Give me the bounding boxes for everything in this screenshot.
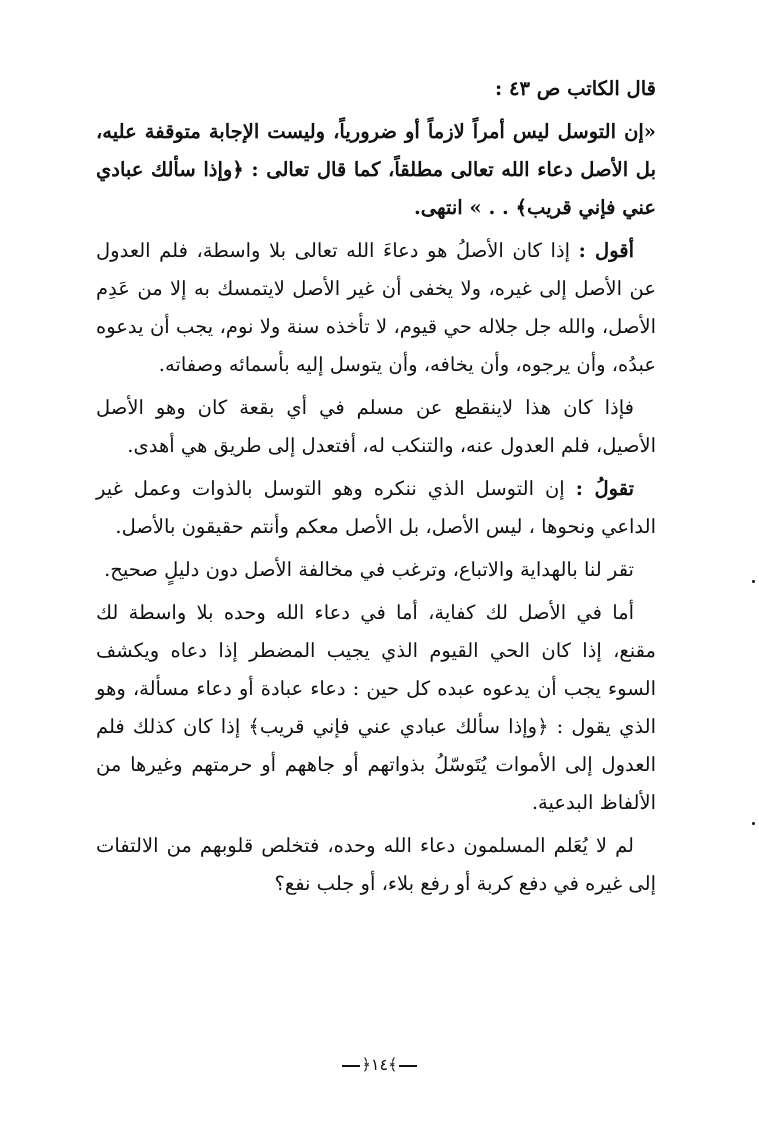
paragraph-text: فإذا كان هذا لاينقطع عن مسلم في أي بقعة كان وهو الأصل الأصيل، فلم العدول عنه، والتنكب له، أفتعدل إلى طريق هي أهدى. bbox=[96, 396, 656, 457]
paragraph-text: أما في الأصل لك كفاية، أما في دعاء الله وحده بلا واسطة لك مقنع، إذا كان الحي القيوم الذي يجيب المضطر إذا دعاه ويكشف السوء يجب أن يدعوه عبده كل حين : دعاء عبادة أو دعاء مسألة، وهو الذي يقول : ﴿وإذا سألك عبادي عني فإني قريب﴾ إذا كان كذلك فلم العدول إلى الأموات يُتَوسّلُ بذواتهم أو جاههم أو حرمتهم وغيرها من الألفاظ البدعية. bbox=[96, 601, 656, 814]
ornament-dash bbox=[399, 1065, 417, 1067]
ornament-right: ﴿ bbox=[361, 1055, 371, 1074]
lead-word: أقول : bbox=[578, 239, 635, 262]
page-body bbox=[96, 70, 656, 908]
quoted-text: «إن التوسل ليس أمراً لازماً أو ضرورياً، وليست الإجابة متوقفة عليه، بل الأصل دعاء الله تعالى مطلقاً، كما قال تعالى : ﴿وإذا سألك عبادي عني فإني قريب﴾ . . » انتهى. bbox=[96, 120, 656, 219]
paragraph bbox=[96, 827, 656, 903]
paragraph-text: لم لا يُعَلم المسلمون دعاء الله وحده، فتخلص قلوبهم من الالتفات إلى غيره في دفع كربة أو رفع بلاء، أو جلب نفع؟ bbox=[96, 834, 656, 895]
scan-speck bbox=[752, 822, 755, 825]
lead-word: تقولُ : bbox=[575, 477, 634, 500]
quoted-passage bbox=[96, 113, 656, 227]
paragraph-reply bbox=[96, 232, 656, 384]
paragraph bbox=[96, 389, 656, 465]
paragraph-objection bbox=[96, 470, 656, 546]
paragraph bbox=[96, 594, 656, 822]
scan-speck bbox=[752, 580, 755, 583]
page-number bbox=[0, 1055, 759, 1074]
paragraph-text: إذا كان الأصلُ هو دعاءَ الله تعالى بلا واسطة، فلم العدول عن الأصل إلى غيره، ولا يخفى أن غير الأصل لايتمسك به إلا من عَدِم الأصل، والله جل جلاله حي قيوم، لا تأخذه سنة ولا نوم، يجب أن يدعوه عبدُه، وأن يرجوه، وأن يخافه، وأن يتوسل إليه بأسمائه وصفاته. bbox=[96, 239, 656, 376]
citation-heading: قال الكاتب ص ٤٣ : bbox=[495, 77, 656, 100]
paragraph-text: تقر لنا بالهداية والاتباع، وترغب في مخالفة الأصل دون دليلٍ صحيح. bbox=[104, 558, 634, 581]
ornament-left: ﴾ bbox=[388, 1055, 398, 1074]
paragraph bbox=[96, 551, 656, 589]
page-number-text: ١٤ bbox=[370, 1055, 389, 1074]
paragraph-text: إن التوسل الذي ننكره وهو التوسل بالذوات وعمل غير الداعي ونحوها ، ليس الأصل، بل الأصل معكم وأنتم حقيقون بالأصل. bbox=[96, 477, 656, 538]
ornament-dash bbox=[342, 1065, 360, 1067]
